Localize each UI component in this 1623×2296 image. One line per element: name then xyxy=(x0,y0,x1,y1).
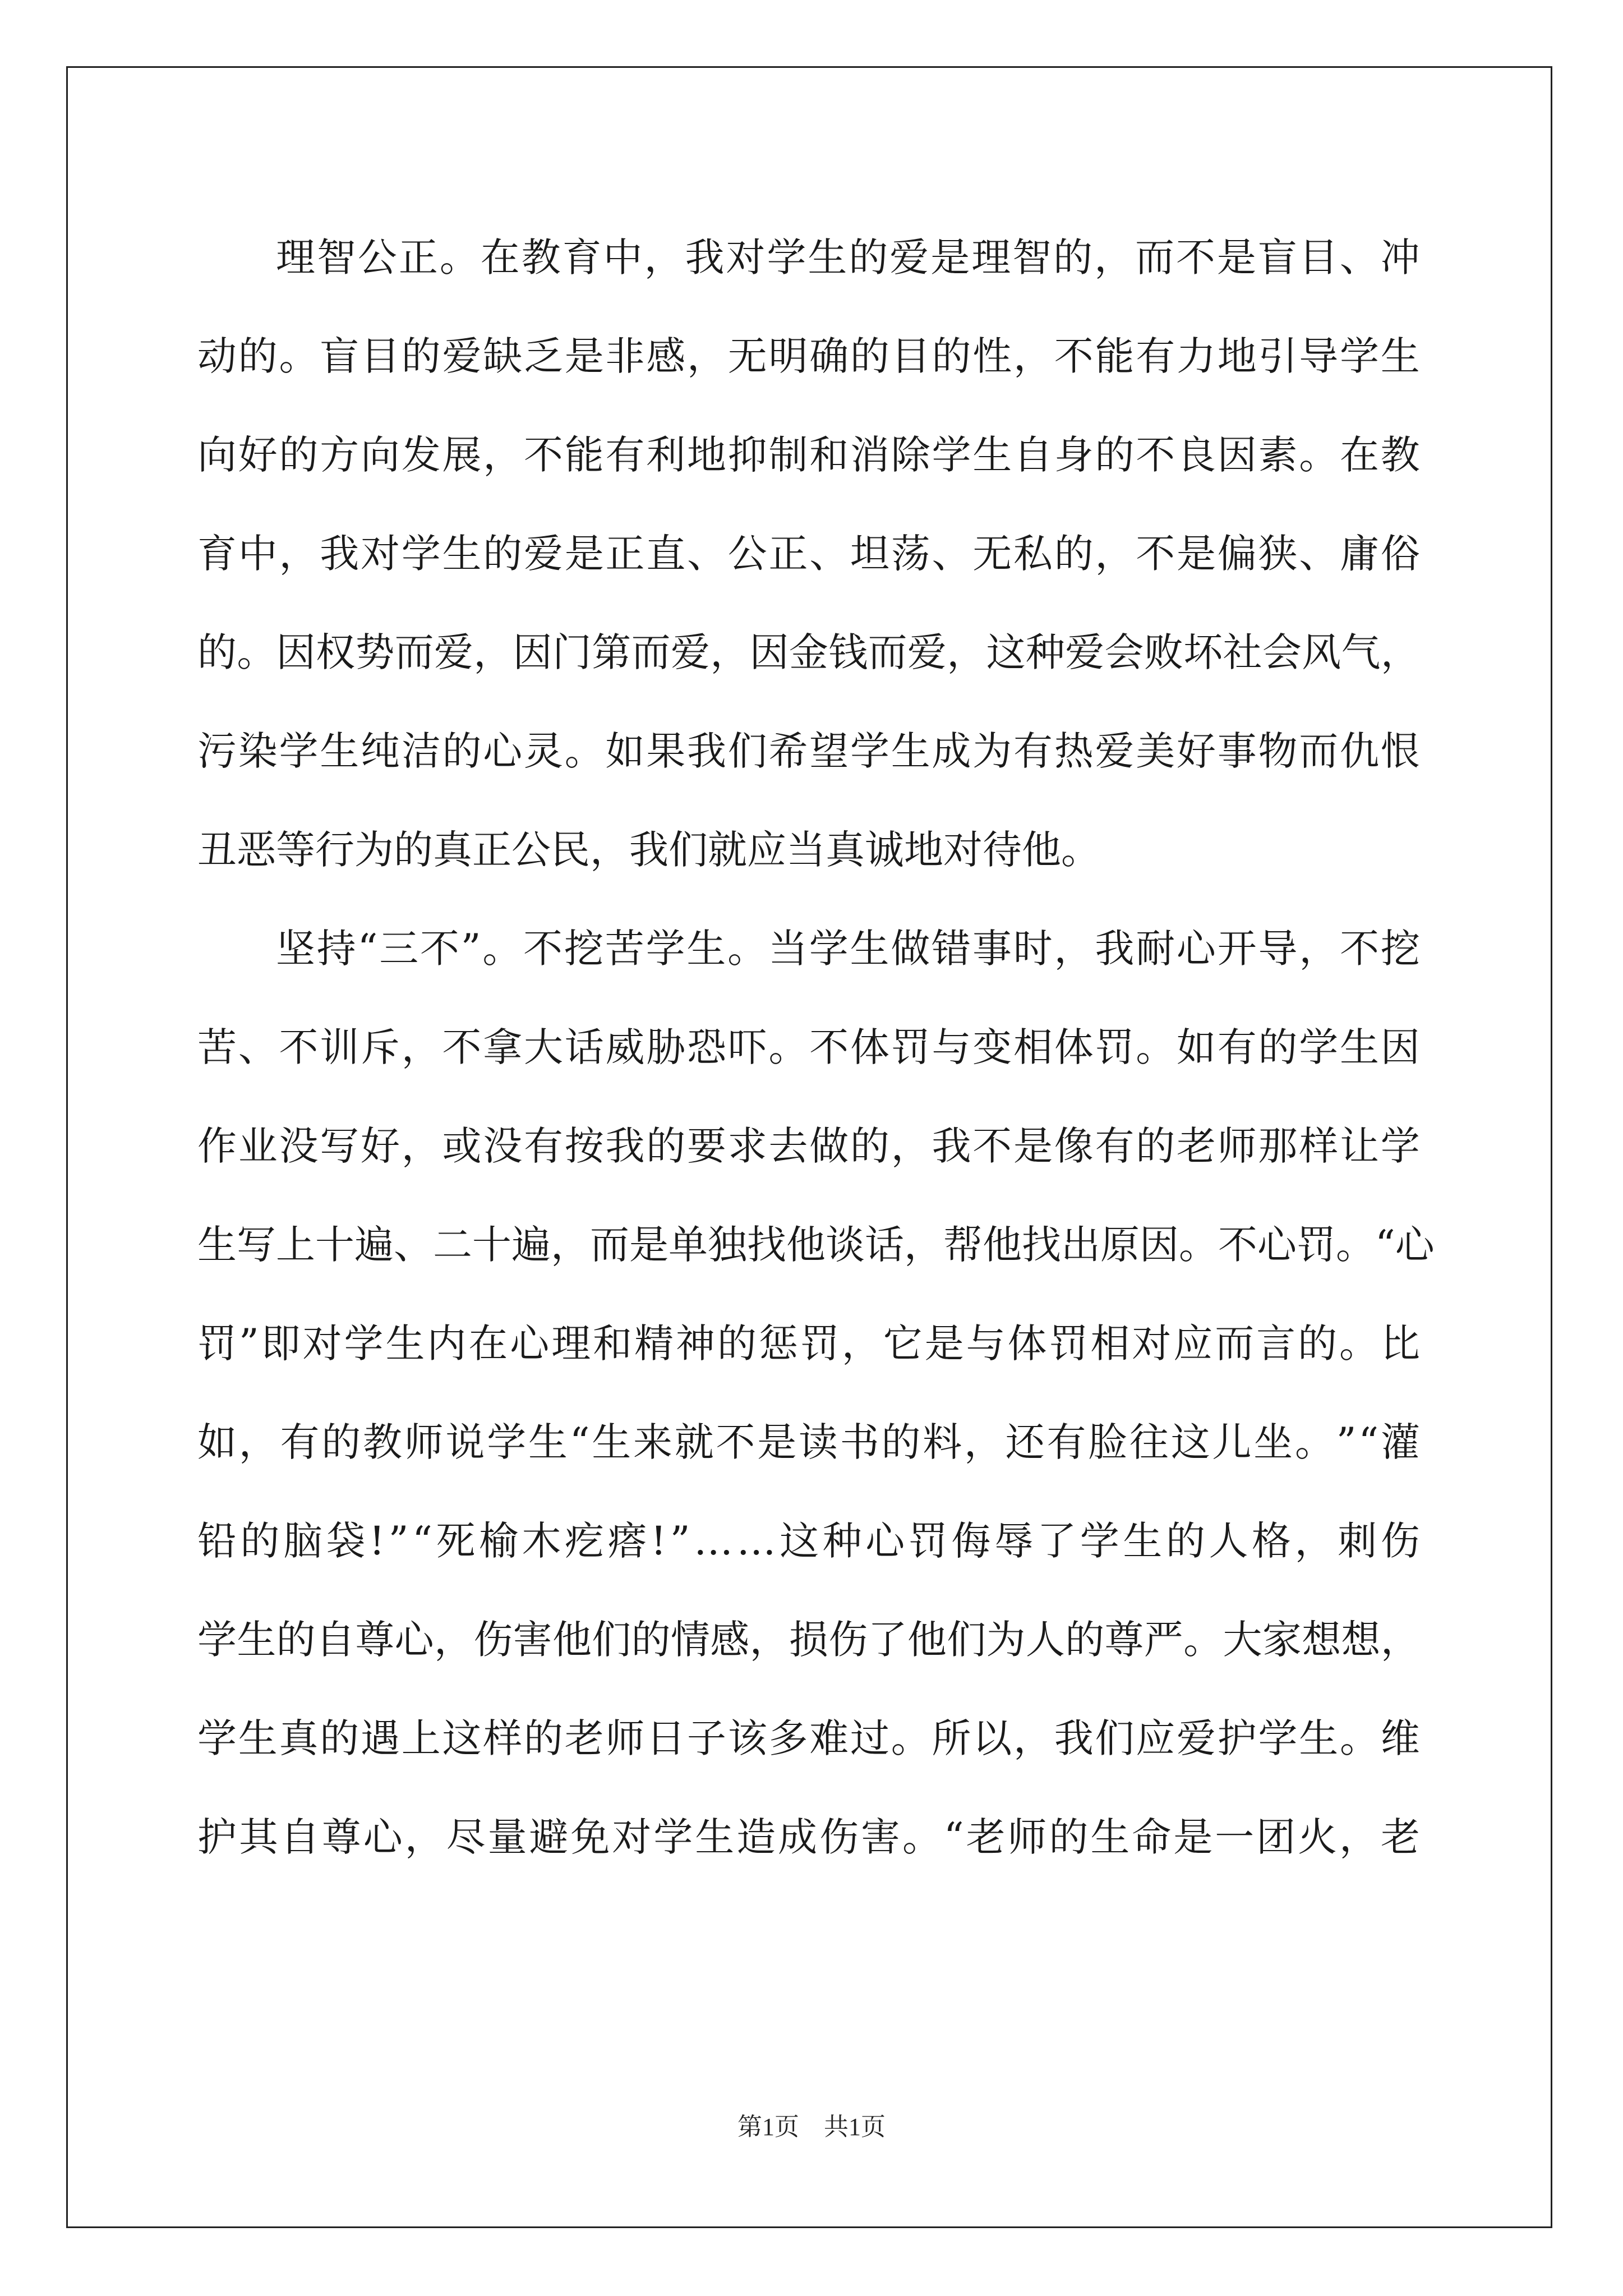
text-line: 生 写 上 十 遍 、 二 十 遍 ， 而 是 单 独 找 他 谈 话 ， 帮 他 找 出 原 因 。 不 心 罚 。 “ 心 xyxy=(197,1222,1435,1268)
text-line: 作 业 没 写 好 ， 或 没 有 按 我 的 要 求 去 做 的 ， 我 不 是 像 有 的 老 师 那 样 让 学 xyxy=(197,1123,1420,1169)
text-line: 苦 、 不 训 斥 ， 不 拿 大 话 威 胁 恐 吓 。 不 体 罚 与 变 相 体 罚 。 如 有 的 学 生 因 xyxy=(197,1024,1420,1070)
text-line: 坚 持 “ 三 不 ” 。 不 挖 苦 学 生 。 当 学 生 做 错 事 时 ， 我 耐 心 开 导 ， 不 挖 xyxy=(276,926,1420,972)
text-line: 育 中 ， 我 对 学 生 的 爱 是 正 直 、 公 正 、 坦 荡 、 无 私 的 ， 不 是 偏 狭 、 庸 俗 xyxy=(197,531,1420,577)
page-footer xyxy=(0,2106,1623,2142)
text-line: 铅 的 脑 袋 ! ” “ 死 榆 木 疙 瘩 ! ” … … 这 种 心 罚 侮 辱 了 学 生 的 人 格 ， 刺 伤 xyxy=(197,1518,1420,1564)
text-line: 丑恶等行为的真正公民，我们就应当真诚地对待他。 xyxy=(197,827,1100,873)
text-line: 罚 ” 即 对 学 生 内 在 心 理 和 精 神 的 惩 罚 ， 它 是 与 体 罚 相 对 应 而 言 的 。 比 xyxy=(197,1320,1420,1366)
text-line: 学 生 真 的 遇 上 这 样 的 老 师 日 子 该 多 难 过 。 所 以 ， 我 们 应 爱 护 学 生 。 维 xyxy=(197,1715,1420,1761)
text-line: 污 染 学 生 纯 洁 的 心 灵 。 如 果 我 们 希 望 学 生 成 为 有 热 爱 美 好 事 物 而 仇 恨 xyxy=(197,728,1420,774)
text-line: 理 智 公 正 。 在 教 育 中 ， 我 对 学 生 的 爱 是 理 智 的 ， 而 不 是 盲 目 、 冲 xyxy=(276,234,1420,280)
text-line: 动 的 。 盲 目 的 爱 缺 乏 是 非 感 ， 无 明 确 的 目 的 性 ， 不 能 有 力 地 引 导 学 生 xyxy=(197,333,1420,379)
text-line: 向 好 的 方 向 发 展 ， 不 能 有 利 地 抑 制 和 消 除 学 生 自 身 的 不 良 因 素 。 在 教 xyxy=(197,432,1420,478)
text-line: 如 ， 有 的 教 师 说 学 生 “ 生 来 就 不 是 读 书 的 料 ， 还 有 脸 往 这 儿 坐 。 ” “ 灌 xyxy=(197,1419,1420,1465)
document-body xyxy=(197,208,1435,1887)
text-line: 护 其 自 尊 心 ， 尽 量 避 免 对 学 生 造 成 伤 害 。 “ 老 师 的 生 命 是 一 团 火 ， 老 xyxy=(197,1814,1420,1860)
text-line: 的 。 因 权 势 而 爱 ， 因 门 第 而 爱 ， 因 金 钱 而 爱 ， 这 种 爱 会 败 坏 社 会 风 气 ， xyxy=(197,629,1420,675)
text-line: 学 生 的 自 尊 心 ， 伤 害 他 们 的 情 感 ， 损 伤 了 他 们 为 人 的 尊 严 。 大 家 想 想 ， xyxy=(197,1617,1420,1663)
page-number: 第1页 共1页 xyxy=(737,2113,886,2141)
